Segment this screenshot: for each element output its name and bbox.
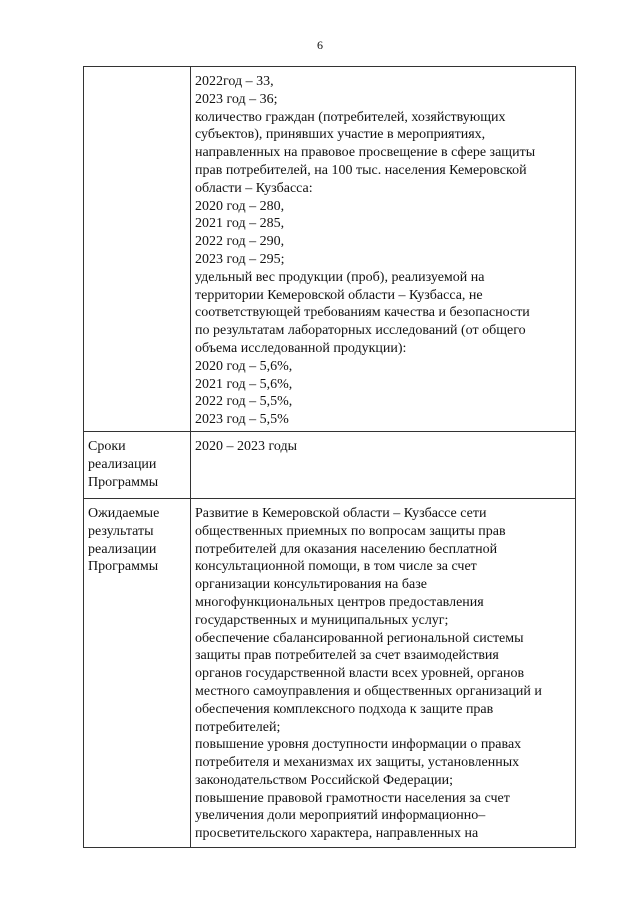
row-label-line: Программы — [88, 559, 159, 575]
row-content-line: повышение уровня доступности информации о правах — [195, 737, 522, 753]
row-content-line: обеспечения комплексного подхода к защите прав — [195, 701, 494, 717]
row-content-line: 2023 год – 295; — [195, 251, 285, 267]
row-content-line: 2023 год – 36; — [195, 91, 278, 107]
row-content-line: 2022 год – 5,5%, — [195, 394, 293, 410]
row-label-cell — [84, 498, 191, 847]
row-content-line: 2023 год – 5,5% — [195, 412, 289, 428]
row-content-line: общественных приемных по вопросам защиты прав — [195, 523, 506, 539]
row-content-line: области – Кузбасса: — [195, 180, 313, 196]
row-label-line: реализации — [88, 456, 157, 472]
row-label-line: результаты — [88, 523, 154, 539]
row-content-line: государственных и муниципальных услуг; — [195, 612, 449, 628]
row-content-line: направленных на правовое просвещение в сфере защиты — [195, 145, 536, 161]
row-label-cell — [84, 67, 191, 432]
row-content-line: 2020 год – 5,6%, — [195, 358, 293, 374]
row-content-line: увеличения доли мероприятий информационно– — [195, 808, 486, 824]
row-content-line: удельный вес продукции (проб), реализуемой на — [195, 269, 485, 285]
row-content-cell — [191, 67, 576, 432]
row-content-line: 2021 год – 5,6%, — [195, 376, 293, 392]
row-content-cell — [191, 498, 576, 847]
row-content-line: 2020 – 2023 годы — [195, 438, 298, 454]
row-label-line: Ожидаемые — [88, 505, 160, 521]
row-content-line: органов государственной власти всех уровней, органов — [195, 666, 525, 682]
row-content-line: территории Кемеровской области – Кузбасса, не — [195, 287, 483, 303]
row-content-line: соответствующей требованиям качества и безопасности — [195, 305, 530, 321]
row-label-cell — [84, 431, 191, 498]
page-number: 6 — [317, 38, 323, 52]
row-content-line: Развитие в Кемеровской области – Кузбассе сети — [195, 505, 487, 521]
table-row — [84, 498, 576, 847]
row-content-line: местного самоуправления и общественных организаций и — [195, 683, 542, 699]
row-content-cell — [191, 431, 576, 498]
row-content-line: организации консультирования на базе — [195, 577, 427, 593]
row-content-line: 2021 год – 285, — [195, 216, 285, 232]
row-label-line: Сроки — [88, 438, 126, 454]
row-content-line: 2022 год – 290, — [195, 234, 285, 250]
row-content-line: просветительского характера, направленных на — [195, 826, 479, 842]
row-content-line: обеспечение сбалансированной региональной системы — [195, 630, 524, 646]
row-content-line: потребителей; — [195, 719, 281, 735]
row-content-line: по результатам лабораторных исследований (от общего — [195, 323, 526, 339]
table-row — [84, 67, 576, 432]
table-row — [84, 431, 576, 498]
row-content-line: субъектов), принявших участие в мероприятиях, — [195, 127, 486, 143]
row-content-line: многофункциональных центров предоставления — [195, 594, 484, 610]
program-passport-table — [83, 66, 576, 848]
row-content-line: законодательством Российской Федерации; — [195, 772, 454, 788]
row-label-line: Программы — [88, 474, 159, 490]
row-label-line: реализации — [88, 541, 157, 557]
row-content-line: защиты прав потребителей за счет взаимодействия — [195, 648, 499, 664]
row-content-line: количество граждан (потребителей, хозяйствующих — [195, 109, 506, 125]
row-content-line: 2022год – 33, — [195, 74, 274, 89]
row-content-line: 2020 год – 280, — [195, 198, 285, 214]
row-content-line: потребителей для оказания населению бесплатной — [195, 541, 498, 557]
row-content-line: прав потребителей, на 100 тыс. населения Кемеровской — [195, 162, 527, 178]
row-content-line: повышение правовой грамотности населения за счет — [195, 790, 510, 806]
row-content-line: консультационной помощи, в том числе за счет — [195, 559, 477, 575]
row-content-line: потребителя и механизмах их защиты, установленных — [195, 755, 520, 771]
row-content-line: объема исследованной продукции): — [195, 340, 407, 356]
